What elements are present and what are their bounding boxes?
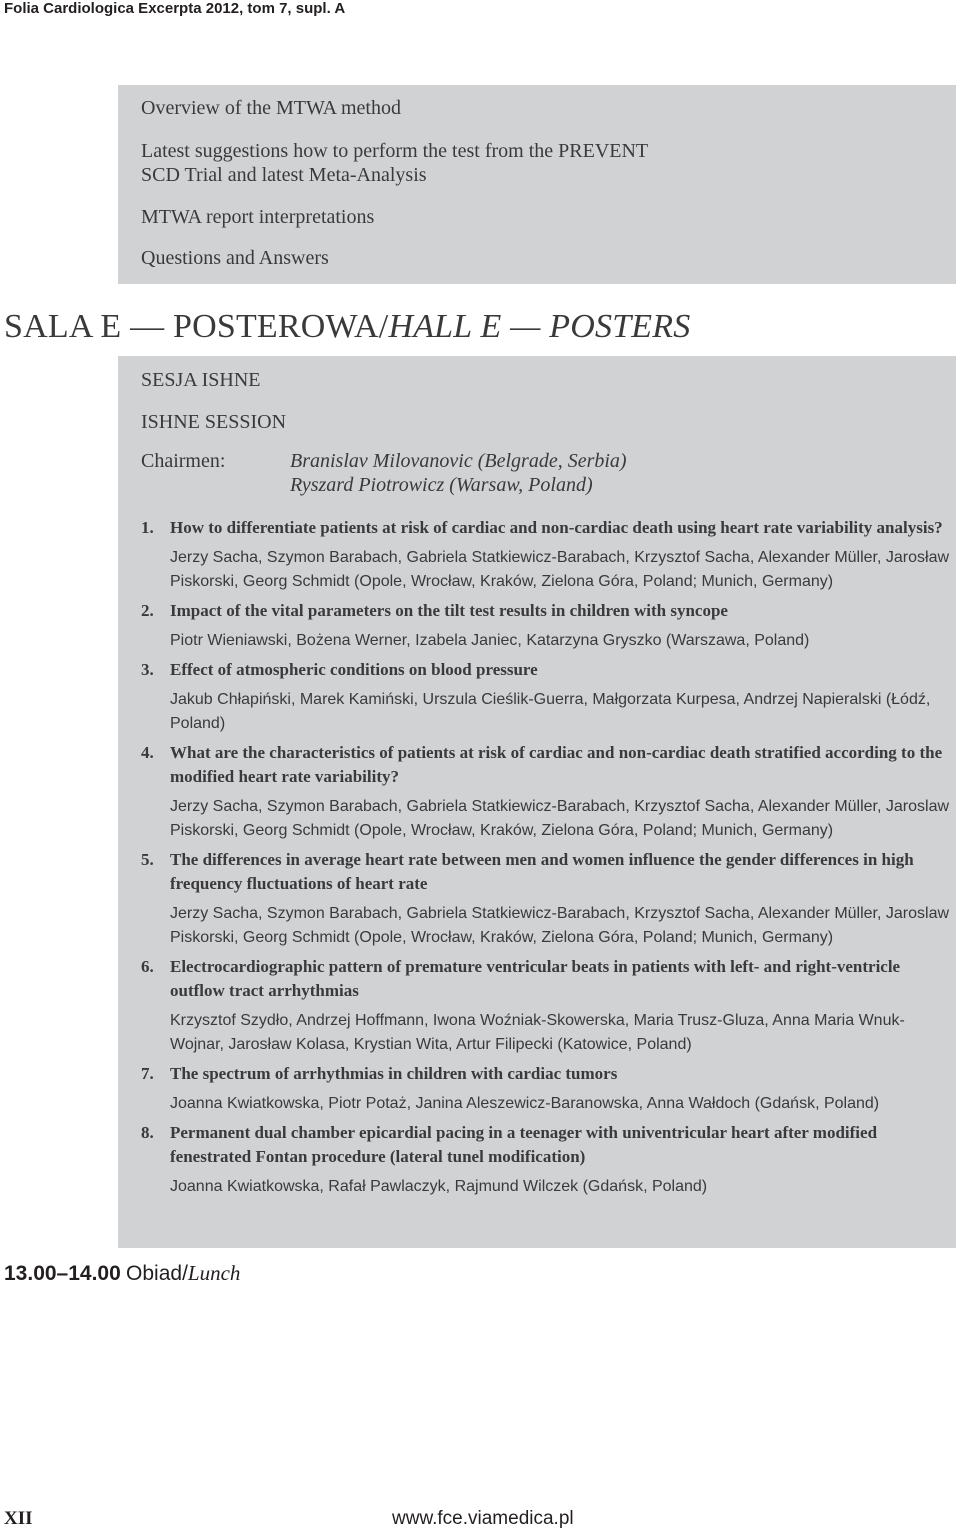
session-items [141,516,953,1199]
hall-heading [4,308,690,346]
item-authors: Joanna Kwiatkowska, Rafał Pawlaczyk, Rajmund Wilczek (Gdańsk, Poland) [170,1178,708,1195]
item-title: Electrocardiographic pattern of premature ventricular beats in patients with left- and right-ventricle outflow tract arrhythmias [170,957,901,1000]
session-item [141,1062,953,1116]
session-item [141,741,953,843]
program-line: Latest suggestions how to perform the test from the PREVENT [141,140,649,162]
lunch-time: 13.00–14.00 [4,1262,121,1285]
session-title-pl: SESJA ISHNE [141,369,261,391]
item-authors: Jakub Chłapiński, Marek Kamiński, Urszula Cieślik-Guerra, Małgorzata Kurpesa, Andrzej Napieralski (Łódź, Poland) [170,691,931,732]
item-number: 6. [141,957,154,976]
lunch-label-en: Lunch [187,1261,241,1285]
page-number: XII [4,1508,33,1529]
chairman: Branislav Milovanovic (Belgrade, Serbia) [290,450,627,472]
item-title: Effect of atmospheric conditions on blood pressure [170,660,538,679]
item-number: 5. [141,850,154,869]
item-authors: Joanna Kwiatkowska, Piotr Potaż, Janina Aleszewicz-Baranowska, Anna Wałdoch (Gdańsk, Poland) [170,1095,880,1112]
website-url: www.fce.viamedica.pl [392,1508,574,1529]
program-line: Overview of the MTWA method [141,97,401,119]
item-authors: Jerzy Sacha, Szymon Barabach, Gabriela Statkiewicz-Barabach, Krzysztof Sacha, Alexander Müller, Jarosław Piskorski, Georg Schmidt (Opole, Wrocław, Kraków, Zielona Góra, Poland; Munich, Germany) [170,549,950,590]
session-title-en: ISHNE SESSION [141,411,287,433]
session-item [141,848,953,950]
chairmen-list [290,449,627,497]
item-number: 2. [141,601,154,620]
session-item [141,516,953,594]
session-item [141,1121,953,1199]
item-number: 1. [141,518,154,537]
program-line: MTWA report interpretations [141,206,375,228]
item-number: 7. [141,1064,154,1083]
item-title: What are the characteristics of patients at risk of cardiac and non-cardiac death stratified according to the modified heart rate variability? [170,743,943,786]
session-item [141,599,953,653]
item-title: Permanent dual chamber epicardial pacing in a teenager with univentricular heart after modified fenestrated Fontan procedure (lateral tunel modification) [170,1123,878,1166]
program-box [118,85,956,284]
item-authors: Jerzy Sacha, Szymon Barabach, Gabriela Statkiewicz-Barabach, Krzysztof Sacha, Alexander Müller, Jaroslaw Piskorski, Georg Schmidt (Opole, Wrocław, Kraków, Zielona Góra, Poland; Munich, Germany) [170,798,950,839]
item-number: 8. [141,1123,154,1142]
item-title: The differences in average heart rate between men and women influence the gender differences in high frequency fluctuations of heart rate [170,850,914,893]
item-title: The spectrum of arrhythmias in children with cardiac tumors [170,1064,618,1083]
item-title: How to differentiate patients at risk of cardiac and non-cardiac death using heart rate variability analysis? [170,518,943,537]
item-authors: Jerzy Sacha, Szymon Barabach, Gabriela Statkiewicz-Barabach, Krzysztof Sacha, Alexander Müller, Jaroslaw Piskorski, Georg Schmidt (Opole, Wrocław, Kraków, Zielona Góra, Poland; Munich, Germany) [170,905,950,946]
item-authors: Piotr Wieniawski, Bożena Werner, Izabela Janiec, Katarzyna Gryszko (Warszawa, Poland) [170,632,810,649]
lunch-label-pl: Obiad/ [126,1262,188,1285]
session-item [141,658,953,736]
chairman: Ryszard Piotrowicz (Warsaw, Poland) [290,474,593,496]
item-number: 3. [141,660,154,679]
hall-heading-pl: SALA E — POSTEROWA/ [4,308,389,345]
program-line: Questions and Answers [141,247,329,269]
session-item [141,955,953,1057]
journal-header: Folia Cardiologica Excerpta 2012, tom 7, supl. A [4,0,346,17]
program-line: SCD Trial and latest Meta-Analysis [141,164,427,186]
lunch-break [4,1261,240,1286]
chairmen-label: Chairmen: [141,450,226,472]
hall-heading-en: HALL E — POSTERS [388,308,691,345]
item-number: 4. [141,743,154,762]
item-authors: Krzysztof Szydło, Andrzej Hoffmann, Iwona Woźniak-Skowerska, Maria Trusz-Gluza, Anna Maria Wnuk-Wojnar, Jarosław Kolasa, Krystian Wita, Artur Filipecki (Katowice, Poland) [170,1012,905,1053]
session-box [118,356,956,1248]
item-title: Impact of the vital parameters on the tilt test results in children with syncope [170,601,728,620]
